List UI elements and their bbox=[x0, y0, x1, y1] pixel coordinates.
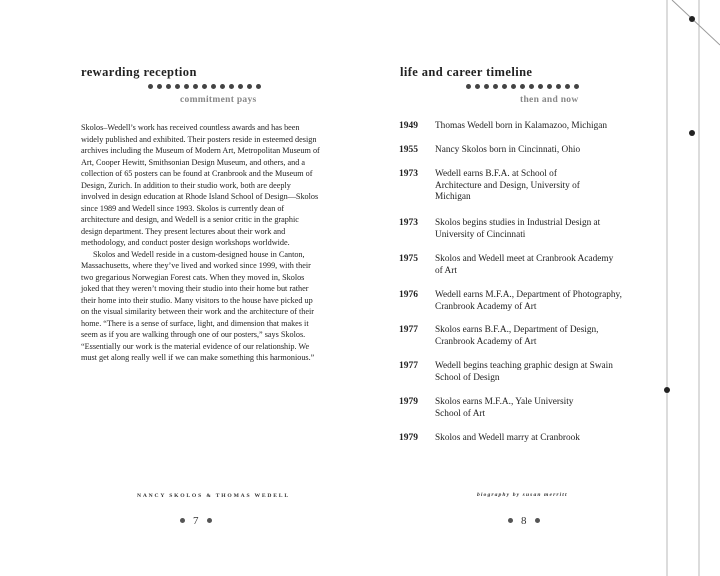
dot-divider bbox=[466, 84, 583, 90]
divider-dot bbox=[220, 84, 225, 89]
bullet-dot bbox=[535, 518, 540, 523]
timeline-year: 1973 bbox=[399, 169, 418, 179]
timeline-year: 1977 bbox=[399, 361, 418, 371]
timeline-year: 1955 bbox=[399, 145, 418, 155]
divider-dot bbox=[493, 84, 498, 89]
page-number: 8 bbox=[521, 515, 527, 527]
right-page bbox=[360, 0, 720, 576]
divider-dot bbox=[466, 84, 471, 89]
divider-dot bbox=[256, 84, 261, 89]
divider-dot bbox=[166, 84, 171, 89]
timeline-year: 1979 bbox=[399, 433, 418, 443]
divider-dot bbox=[565, 84, 570, 89]
divider-dot bbox=[202, 84, 207, 89]
timeline-year: 1975 bbox=[399, 254, 418, 264]
timeline-text: Wedell earns M.F.A., Department of Photography, Cranbrook Academy of Art bbox=[435, 290, 622, 312]
page-footer: biography by susan merritt bbox=[477, 492, 568, 498]
timeline-text: Nancy Skolos born in Cincinnati, Ohio bbox=[435, 145, 581, 155]
timeline-text: Wedell begins teaching graphic design at Swain School of Design bbox=[435, 361, 613, 383]
timeline-text: Skolos earns M.F.A., Yale University School of Art bbox=[435, 397, 574, 419]
divider-dot bbox=[148, 84, 153, 89]
divider-dot bbox=[175, 84, 180, 89]
page-number-group bbox=[500, 515, 548, 527]
body-text bbox=[81, 122, 321, 364]
page-number: 7 bbox=[193, 515, 199, 527]
timeline-text: Skolos and Wedell meet at Cranbrook Academy of Art bbox=[435, 254, 614, 276]
section-title: rewarding reception bbox=[81, 65, 197, 79]
divider-dot bbox=[556, 84, 561, 89]
paragraph: Skolos and Wedell reside in a custom-designed house in Canton, Massachusetts, where they’ve lived and worked since 1999, with their two gregarious Norwegian Forest cats. When they moved in, Skolos joked that they weren’t moving their studio into their home but rather their home into their studio. Many visitors to the house have picked up on the visual similarity between their work and the architecture of their home. “There is a sense of surface, light, and dimension that makes it seem as if you are walking through one of our posters,” says Skolos. “Essentially our work is the material evidence of our relationship. We must get along really well if we can make something this harmonious.” bbox=[81, 249, 315, 362]
timeline-text: Skolos begins studies in Industrial Design at University of Cincinnati bbox=[435, 218, 601, 240]
section-subtitle: commitment pays bbox=[180, 95, 257, 105]
divider-dot bbox=[529, 84, 534, 89]
timeline-year: 1977 bbox=[399, 325, 418, 335]
bullet-dot bbox=[508, 518, 513, 523]
divider-dot bbox=[484, 84, 489, 89]
timeline-text: Wedell earns B.F.A. at School of Architecture and Design, University of Michigan bbox=[435, 169, 580, 202]
divider-dot bbox=[520, 84, 525, 89]
divider-dot bbox=[547, 84, 552, 89]
timeline-text: Skolos and Wedell marry at Cranbrook bbox=[435, 433, 580, 443]
timeline-year: 1976 bbox=[399, 290, 418, 300]
bullet-dot bbox=[180, 518, 185, 523]
timeline-year: 1973 bbox=[399, 218, 418, 228]
timeline-text: Skolos earns B.F.A., Department of Design, Cranbrook Academy of Art bbox=[435, 325, 599, 347]
section-title: life and career timeline bbox=[400, 65, 533, 79]
divider-dot bbox=[193, 84, 198, 89]
divider-dot bbox=[574, 84, 579, 89]
timeline-year: 1949 bbox=[399, 121, 418, 131]
divider-dot bbox=[538, 84, 543, 89]
page-footer: NANCY SKOLOS & THOMAS WEDELL bbox=[137, 493, 290, 499]
divider-dot bbox=[211, 84, 216, 89]
divider-dot bbox=[475, 84, 480, 89]
section-subtitle: then and now bbox=[520, 95, 579, 105]
divider-dot bbox=[502, 84, 507, 89]
divider-dot bbox=[184, 84, 189, 89]
timeline-year: 1979 bbox=[399, 397, 418, 407]
timeline-text: Thomas Wedell born in Kalamazoo, Michigan bbox=[435, 121, 608, 131]
divider-dot bbox=[247, 84, 252, 89]
page-number-group bbox=[172, 515, 220, 527]
divider-dot bbox=[238, 84, 243, 89]
bullet-dot bbox=[207, 518, 212, 523]
paragraph: Skolos–Wedell’s work has received countless awards and has been widely published and exhibited. Their posters reside in esteemed design archives including the Museum of Modern Art, Metropolitan Museum of Art, Cooper Hewitt, Smithsonian Design Museum, and others, and a collection of 65 posters can be found at Cranbrook and the Museum of Design, Zurich. In addition to their studio work, both are deeply involved in design education at Rhode Island School of Design—Skolos since 1989 and Wedell since 1993. Skolos is currently dean of architecture and design, and Wedell is a senior critic in the graphic design department. They present lectures about their work and methodology, and conduct poster design workshops worldwide. bbox=[81, 123, 320, 247]
divider-dot bbox=[157, 84, 162, 89]
divider-dot bbox=[229, 84, 234, 89]
divider-dot bbox=[511, 84, 516, 89]
dot-divider bbox=[148, 84, 265, 90]
